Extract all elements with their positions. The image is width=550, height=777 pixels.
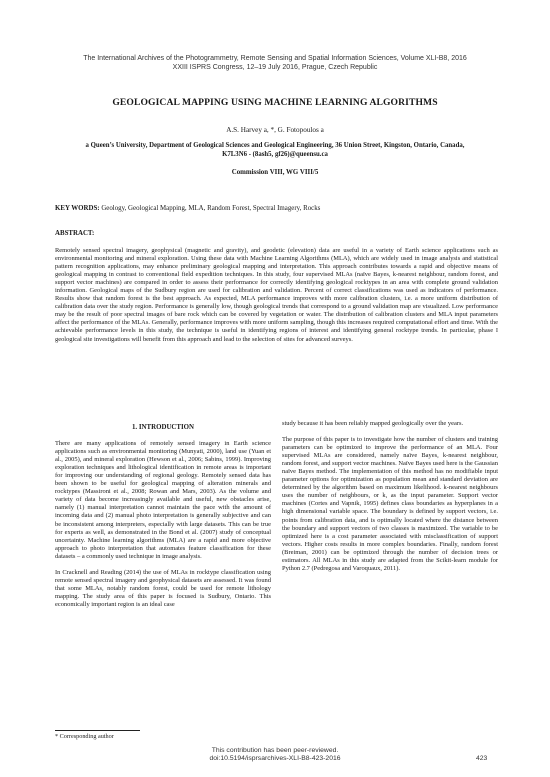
right-column bbox=[282, 420, 498, 581]
paper-title: GEOLOGICAL MAPPING USING MACHINE LEARNING ALGORITHMS bbox=[112, 97, 438, 108]
abstract-text: Remotely sensed spectral imagery, geophysical (magnetic and gravity), and geodetic (elevation) data are useful in a variety of Earth science applications such as environmental monitoring and mineral exploration. Using these data with Machine Learning Algorithms (MLA), which are widely used in image analysis and statistical pattern recognition applications, may enhance preliminary geological mapping and interpretation. This approach contributes towards a rapid and objective means of geological mapping in contrast to conventional field expedition techniques. In this study, four supervised MLAs (naïve Bayes, k-nearest neighbour, random forest, and support vector machines) are compared in order to assess their performance for correctly identifying geological rocktypes in an area with complete ground validation information. Geological maps of the Sudbury region are used for calibration and validation. Percent of correct classifications was used as indicators of performance. Results show that random forest is the best approach. As expected, MLA performance improves with more calibration clusters, i.e. a more uniform distribution of calibration data over the study region. Performance is generally low, though geological trends that correspond to a ground validation map are visualized. Low performance may be the result of poor spectral images of bare rock which can be covered by vegetation or water. The distribution of calibration clusters and MLA input parameters affect the performance of the MLAs. Generally, performance improves with more uniform sampling, though this increases required computational effort and time. With the achievable performance levels in this study, the technique is useful in identifying regions of interest and identifying general rocktype trends. In particular, phase I geological site investigations will benefit from this approach and lead to the selection of sites for advanced surveys. bbox=[55, 247, 498, 343]
keywords-label: KEY WORDS: bbox=[55, 205, 100, 212]
running-header-line1: The International Archives of the Photogrammetry, Remote Sensing and Spatial Information Sciences, Volume XLI-B8, 2016 bbox=[83, 55, 467, 62]
running-header-line2: XXIII ISPRS Congress, 12–19 July 2016, Prague, Czech Republic bbox=[172, 64, 378, 71]
intro-paragraph-2: In Cracknell and Reading (2014) the use of MLAs in rocktype classification using remote sensed spectral imagery and geophysical datasets are assessed. It was found that some MLAs, notably random forest, could be used for remote lithology mapping. The study area of this paper is focused is Sudbury, Ontario. This economically important region is an ideal case bbox=[55, 568, 271, 608]
intro-paragraph-4: The purpose of this paper is to investigate how the number of clusters and training parameters can be optimized to improve the performance of an MLA. Four supervised MLAs are considered, namely naïve Bayes, k-nearest neighbour, random forest, and support vector machines. Naïve Bayes used here is the Gaussian naïve Bayes method. The implementation of this method has no modifiable input parameter options for optimization as population mean and standard deviation are determined by the algorithm based on maximum likelihood. k-nearest neighbours uses the number of neighbours, or k, as the input parameter. Support vector machines (Cortes and Vapnik, 1995) defines class boundaries as hyperplanes in a high dimensional variable space. The boundary is defined by support vectors, i.e. points from calibration data, and is optimally located where the distance between the boundary and support vectors of two classes is maximized. The variable to be optimized here is a cost parameter associated with misclassification of support vectors. Higher costs results in more complex boundaries. Finally, random forest (Breiman, 2001) can be optimized through the number of decision trees or estimators. All MLAs in this study are adapted from the Scikit-learn module for Python 2.7 (Pedregosa and Varoquaux, 2011). bbox=[282, 436, 498, 572]
footnote-rule bbox=[55, 730, 140, 731]
left-column bbox=[55, 420, 271, 617]
page-number: 423 bbox=[476, 755, 488, 762]
footer-review-note: This contribution has been peer-reviewed. bbox=[211, 747, 339, 754]
keywords-text: Geology, Geological Mapping, MLA, Random Forest, Spectral Imagery, Rocks bbox=[99, 205, 321, 212]
section-heading-introduction: 1. INTRODUCTION bbox=[131, 424, 195, 431]
affiliation-line2: K7L3N6 - (8ash5, gf26)@queensu.ca bbox=[222, 151, 328, 158]
footnote: * Corresponding author bbox=[55, 733, 114, 740]
footer-doi: doi:10.5194/isprsarchives-XLI-B8-423-2016 bbox=[209, 755, 341, 763]
intro-paragraph-3: study because it has been reliably mapped geologically over the years. bbox=[282, 420, 464, 427]
intro-paragraph-1: There are many applications of remotely sensed imagery in Earth science applications such as environmental monitoring (Munyati, 2000), land use (Yuan et al., 2005), and mineral exploration (Hewson et al., 2006; Sabins, 1999). Improving exploration techniques and lithological identification in remote areas is important for improving our understanding of regional geology. Remotely sensed data has been shown to be useful for geological mapping of alteration minerals and rocktypes (Massironi et al., 2008; Rowan and Mars, 2003). As the volume and variety of data become increasingly available and useful, new obstacles arise, namely (1) manual interpretation cannot maintain the pace with the amount of incoming data and (2) manual photo interpretation is generally subjective and can be inconsistent among interpreters, especially with large datasets. This can be true for experts as well, as demonstrated in the Bond et al. (2007) study of conceptual uncertainty. Machine learning algorithms (MLA) are a rapid and more objective approach to photo interpretation that automates feature classification for these datasets – a commonly used technique in image analysis. bbox=[55, 440, 271, 560]
keywords bbox=[55, 205, 500, 212]
affiliation-line1: a Queen’s University, Department of Geological Sciences and Geological Engineering, 36 Union Street, Kingston, Ontario, Canada, bbox=[85, 142, 465, 149]
affiliation bbox=[70, 141, 480, 159]
abstract-heading: ABSTRACT: bbox=[55, 230, 95, 237]
page-footer bbox=[40, 747, 510, 764]
commission: Commission VIII, WG VIII/5 bbox=[231, 169, 319, 176]
authors: A.S. Harvey a, *, G. Fotopoulos a bbox=[226, 126, 324, 134]
